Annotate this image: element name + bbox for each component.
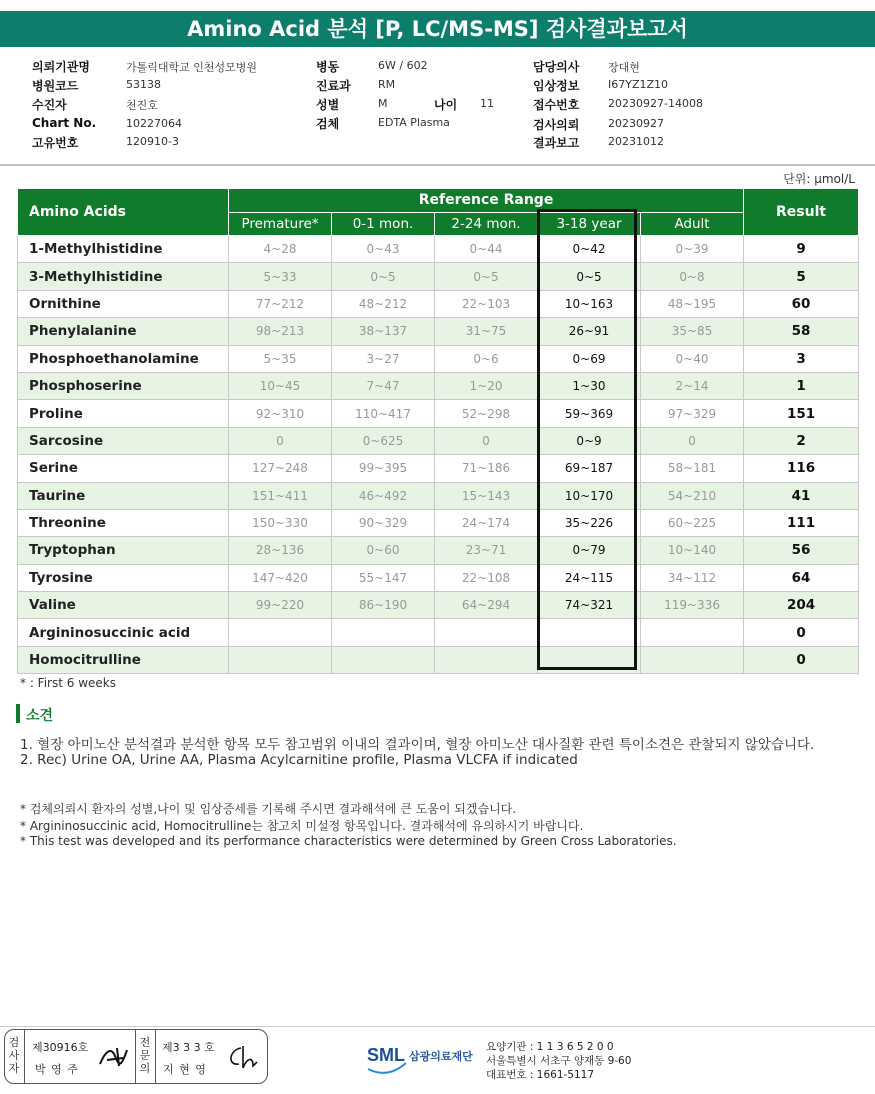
col-2-24-mon: 2-24 mon.	[435, 212, 538, 236]
field-label: 성별	[316, 98, 340, 112]
amino-acid-name: Valine	[18, 592, 229, 619]
amino-acid-name: Phosphoserine	[18, 372, 229, 399]
reference-range-cell	[538, 619, 641, 646]
col-adult: Adult	[641, 212, 744, 236]
reference-range-cell: 0	[435, 427, 538, 454]
reference-range-cell: 0~44	[435, 236, 538, 263]
reference-range-cell: 59~369	[538, 400, 641, 427]
result-cell: 64	[744, 564, 859, 591]
reference-range-cell	[641, 619, 744, 646]
reference-range-cell: 23~71	[435, 537, 538, 564]
table-row	[18, 646, 859, 673]
reference-range-cell: 31~75	[435, 318, 538, 345]
reference-range-cell: 0~8	[641, 263, 744, 290]
reference-range-cell: 28~136	[229, 537, 332, 564]
field-value: I67YZ1Z10	[608, 78, 669, 91]
reference-range-cell: 15~143	[435, 482, 538, 509]
opinion-line: 1. 혈장 아미노산 분석결과 분석한 항목 모두 참고범위 이내의 결과이며, 혈장 아미노산 대사질환 관련 특이소견은 관찰되지 않았습니다.	[20, 737, 815, 753]
field-value: 가톨릭대학교 인천성모병원	[126, 61, 258, 74]
reference-range-cell	[332, 619, 435, 646]
header-divider	[0, 164, 875, 166]
col-result: Result	[744, 189, 859, 236]
reference-range-cell: 46~492	[332, 482, 435, 509]
result-cell: 0	[744, 646, 859, 673]
field-value: 120910-3	[126, 135, 179, 148]
reference-range-cell: 86~190	[332, 592, 435, 619]
field-label: 수진자	[32, 98, 67, 112]
reference-range-cell	[435, 646, 538, 673]
reference-range-cell: 0~39	[641, 236, 744, 263]
patient-info	[0, 52, 875, 164]
amino-acid-name: Tryptophan	[18, 537, 229, 564]
result-cell: 2	[744, 427, 859, 454]
table-row	[18, 537, 859, 564]
amino-acid-name: Argininosuccinic acid	[18, 619, 229, 646]
specialist-signature-icon	[225, 1042, 261, 1072]
specialist-name: 지 현 영	[163, 1063, 207, 1076]
reference-range-cell: 99~395	[332, 455, 435, 482]
reference-range-cell: 0~5	[435, 263, 538, 290]
footer-line: 대표번호 : 1661-5117	[486, 1069, 595, 1081]
examiner-signature-icon	[97, 1042, 133, 1072]
amino-acid-name: Sarcosine	[18, 427, 229, 454]
reference-range-cell: 5~35	[229, 345, 332, 372]
reference-range-cell	[332, 646, 435, 673]
col-3-18-year: 3-18 year	[538, 212, 641, 236]
reference-range-cell: 0~6	[435, 345, 538, 372]
table-body	[18, 236, 859, 674]
reference-range-cell: 0~42	[538, 236, 641, 263]
reference-range-cell	[229, 646, 332, 673]
divider	[155, 1030, 156, 1083]
table-row	[18, 400, 859, 427]
reference-range-cell: 0~69	[538, 345, 641, 372]
field-label: 의뢰기관명	[32, 60, 90, 74]
reference-range-cell: 2~14	[641, 372, 744, 399]
field-value: 천진호	[126, 99, 158, 112]
result-cell: 60	[744, 290, 859, 317]
field-value: 11	[480, 97, 494, 110]
result-cell: 5	[744, 263, 859, 290]
result-cell: 41	[744, 482, 859, 509]
field-value: M	[378, 97, 388, 110]
reference-range-cell	[229, 619, 332, 646]
reference-range-cell: 90~329	[332, 509, 435, 536]
result-cell: 1	[744, 372, 859, 399]
reference-range-cell: 10~170	[538, 482, 641, 509]
col-0-1-mon: 0-1 mon.	[332, 212, 435, 236]
reference-range-cell: 119~336	[641, 592, 744, 619]
reference-range-cell: 0~43	[332, 236, 435, 263]
result-cell: 3	[744, 345, 859, 372]
logo-text: SML	[367, 1045, 405, 1065]
field-value: 10227064	[126, 117, 182, 130]
reference-range-cell: 35~226	[538, 509, 641, 536]
reference-range-cell: 38~137	[332, 318, 435, 345]
footer-line: 서울특별시 서초구 양재동 9-60	[486, 1055, 632, 1067]
field-value: 장대현	[608, 61, 640, 74]
amino-acid-name: Phosphoethanolamine	[18, 345, 229, 372]
reference-range-cell: 7~47	[332, 372, 435, 399]
result-cell: 204	[744, 592, 859, 619]
reference-range-cell	[538, 646, 641, 673]
field-label: 담당의사	[533, 60, 580, 74]
signature-box	[4, 1029, 268, 1084]
table-row	[18, 427, 859, 454]
result-cell: 9	[744, 236, 859, 263]
table-row	[18, 372, 859, 399]
amino-acid-name: Serine	[18, 455, 229, 482]
reference-range-cell: 35~85	[641, 318, 744, 345]
reference-range-cell: 54~210	[641, 482, 744, 509]
table-row	[18, 455, 859, 482]
field-label: Chart No.	[32, 116, 97, 130]
table-row	[18, 509, 859, 536]
reference-range-cell: 34~112	[641, 564, 744, 591]
result-cell: 58	[744, 318, 859, 345]
field-label: 검체	[316, 117, 340, 131]
field-value: 53138	[126, 78, 161, 91]
reference-range-cell: 97~329	[641, 400, 744, 427]
examiner-license: 제30916호	[32, 1041, 89, 1054]
reference-range-cell: 52~298	[435, 400, 538, 427]
amino-acid-name: Ornithine	[18, 290, 229, 317]
result-cell: 56	[744, 537, 859, 564]
reference-range-cell: 69~187	[538, 455, 641, 482]
footnote: * 검체의뢰시 환자의 성별,나이 및 임상증세를 기록해 주시면 결과해석에 큰 도움이 되겠습니다.	[20, 802, 517, 816]
reference-range-cell: 10~45	[229, 372, 332, 399]
reference-range-cell	[435, 619, 538, 646]
amino-acid-name: Proline	[18, 400, 229, 427]
field-label: 병동	[316, 60, 340, 74]
premature-note: * : First 6 weeks	[20, 676, 116, 690]
amino-acid-name: Phenylalanine	[18, 318, 229, 345]
opinion-line: 2. Rec) Urine OA, Urine AA, Plasma Acylcarnitine profile, Plasma VLCFA if indicated	[20, 752, 578, 768]
reference-range-cell: 0	[229, 427, 332, 454]
field-label: 임상정보	[533, 79, 580, 93]
amino-acid-name: Tyrosine	[18, 564, 229, 591]
org-name: 삼광의료재단	[409, 1050, 473, 1063]
field-label: 고유번호	[32, 136, 79, 150]
amino-acid-name: 1-Methylhistidine	[18, 236, 229, 263]
reference-range-cell: 22~108	[435, 564, 538, 591]
reference-range-cell: 1~20	[435, 372, 538, 399]
col-amino-acids: Amino Acids	[18, 189, 229, 236]
table-row	[18, 263, 859, 290]
table-row	[18, 236, 859, 263]
field-value: RM	[378, 78, 396, 91]
reference-range-cell: 92~310	[229, 400, 332, 427]
amino-acid-name: Taurine	[18, 482, 229, 509]
table-row	[18, 318, 859, 345]
reference-range-cell: 150~330	[229, 509, 332, 536]
field-label: 나이	[434, 98, 458, 112]
table-row	[18, 619, 859, 646]
divider	[24, 1030, 25, 1083]
table-row	[18, 564, 859, 591]
table-row	[18, 290, 859, 317]
reference-range-cell: 98~213	[229, 318, 332, 345]
reference-range-cell: 147~420	[229, 564, 332, 591]
field-value: 6W / 602	[378, 59, 428, 72]
result-cell: 151	[744, 400, 859, 427]
amino-acid-name: Threonine	[18, 509, 229, 536]
reference-range-cell: 110~417	[332, 400, 435, 427]
unit-label: 단위: µmol/L	[783, 172, 855, 186]
result-cell: 0	[744, 619, 859, 646]
specialist-license: 제3 3 3 호	[162, 1041, 215, 1054]
sml-logo-icon	[366, 1039, 408, 1075]
reference-range-cell: 127~248	[229, 455, 332, 482]
reference-range-cell: 26~91	[538, 318, 641, 345]
opinion-marker	[16, 704, 20, 723]
reference-range-cell: 74~321	[538, 592, 641, 619]
reference-range-cell: 0~9	[538, 427, 641, 454]
footer-line: 요양기관 : 1 1 3 6 5 2 0 0	[486, 1041, 614, 1053]
reference-range-cell: 24~174	[435, 509, 538, 536]
reference-range-cell: 48~212	[332, 290, 435, 317]
field-label: 접수번호	[533, 98, 580, 112]
reference-range-cell	[641, 646, 744, 673]
reference-range-cell: 4~28	[229, 236, 332, 263]
field-value: 20231012	[608, 135, 664, 148]
opinion-title: 소견	[26, 708, 54, 724]
field-label: 병원코드	[32, 79, 79, 93]
col-reference-range: Reference Range	[229, 189, 744, 213]
amino-acid-name: 3-Methylhistidine	[18, 263, 229, 290]
reference-range-cell: 1~30	[538, 372, 641, 399]
field-label: 결과보고	[533, 136, 580, 150]
reference-range-cell: 48~195	[641, 290, 744, 317]
field-value: EDTA Plasma	[378, 116, 450, 129]
table-row	[18, 345, 859, 372]
reference-range-cell: 0~79	[538, 537, 641, 564]
reference-range-cell: 0~40	[641, 345, 744, 372]
divider	[135, 1030, 136, 1083]
reference-range-cell: 0~625	[332, 427, 435, 454]
reference-range-cell: 0~5	[538, 263, 641, 290]
footer-divider	[0, 1026, 875, 1027]
col-premature: Premature*	[229, 212, 332, 236]
field-label: 검사의뢰	[533, 118, 580, 132]
reference-range-cell: 0	[641, 427, 744, 454]
reference-range-cell: 71~186	[435, 455, 538, 482]
reference-range-cell: 58~181	[641, 455, 744, 482]
reference-range-cell: 99~220	[229, 592, 332, 619]
reference-range-cell: 10~163	[538, 290, 641, 317]
amino-acid-table	[17, 188, 859, 674]
result-cell: 116	[744, 455, 859, 482]
specialist-label: 전문의	[139, 1036, 151, 1075]
table-row	[18, 482, 859, 509]
reference-range-cell: 151~411	[229, 482, 332, 509]
reference-range-cell: 0~60	[332, 537, 435, 564]
amino-acid-name: Homocitrulline	[18, 646, 229, 673]
reference-range-cell: 5~33	[229, 263, 332, 290]
reference-range-cell: 22~103	[435, 290, 538, 317]
field-label: 진료과	[316, 79, 351, 93]
footnote: * Argininosuccinic acid, Homocitrulline는 참고치 미설정 항목입니다. 결과해석에 유의하시기 바랍니다.	[20, 819, 584, 833]
reference-range-cell: 55~147	[332, 564, 435, 591]
reference-range-cell: 64~294	[435, 592, 538, 619]
reference-range-cell: 77~212	[229, 290, 332, 317]
table-row	[18, 592, 859, 619]
field-value: 20230927-14008	[608, 97, 703, 110]
examiner-name: 박 영 주	[35, 1063, 79, 1076]
reference-range-cell: 3~27	[332, 345, 435, 372]
examiner-label: 검사자	[8, 1036, 20, 1075]
footnote: * This test was developed and its performance characteristics were determined by Green Cross Laboratories.	[20, 834, 677, 848]
report-title: Amino Acid 분석 [P, LC/MS-MS] 검사결과보고서	[0, 11, 875, 47]
field-value: 20230927	[608, 117, 664, 130]
result-cell: 111	[744, 509, 859, 536]
reference-range-cell: 24~115	[538, 564, 641, 591]
reference-range-cell: 0~5	[332, 263, 435, 290]
reference-range-cell: 60~225	[641, 509, 744, 536]
reference-range-cell: 10~140	[641, 537, 744, 564]
